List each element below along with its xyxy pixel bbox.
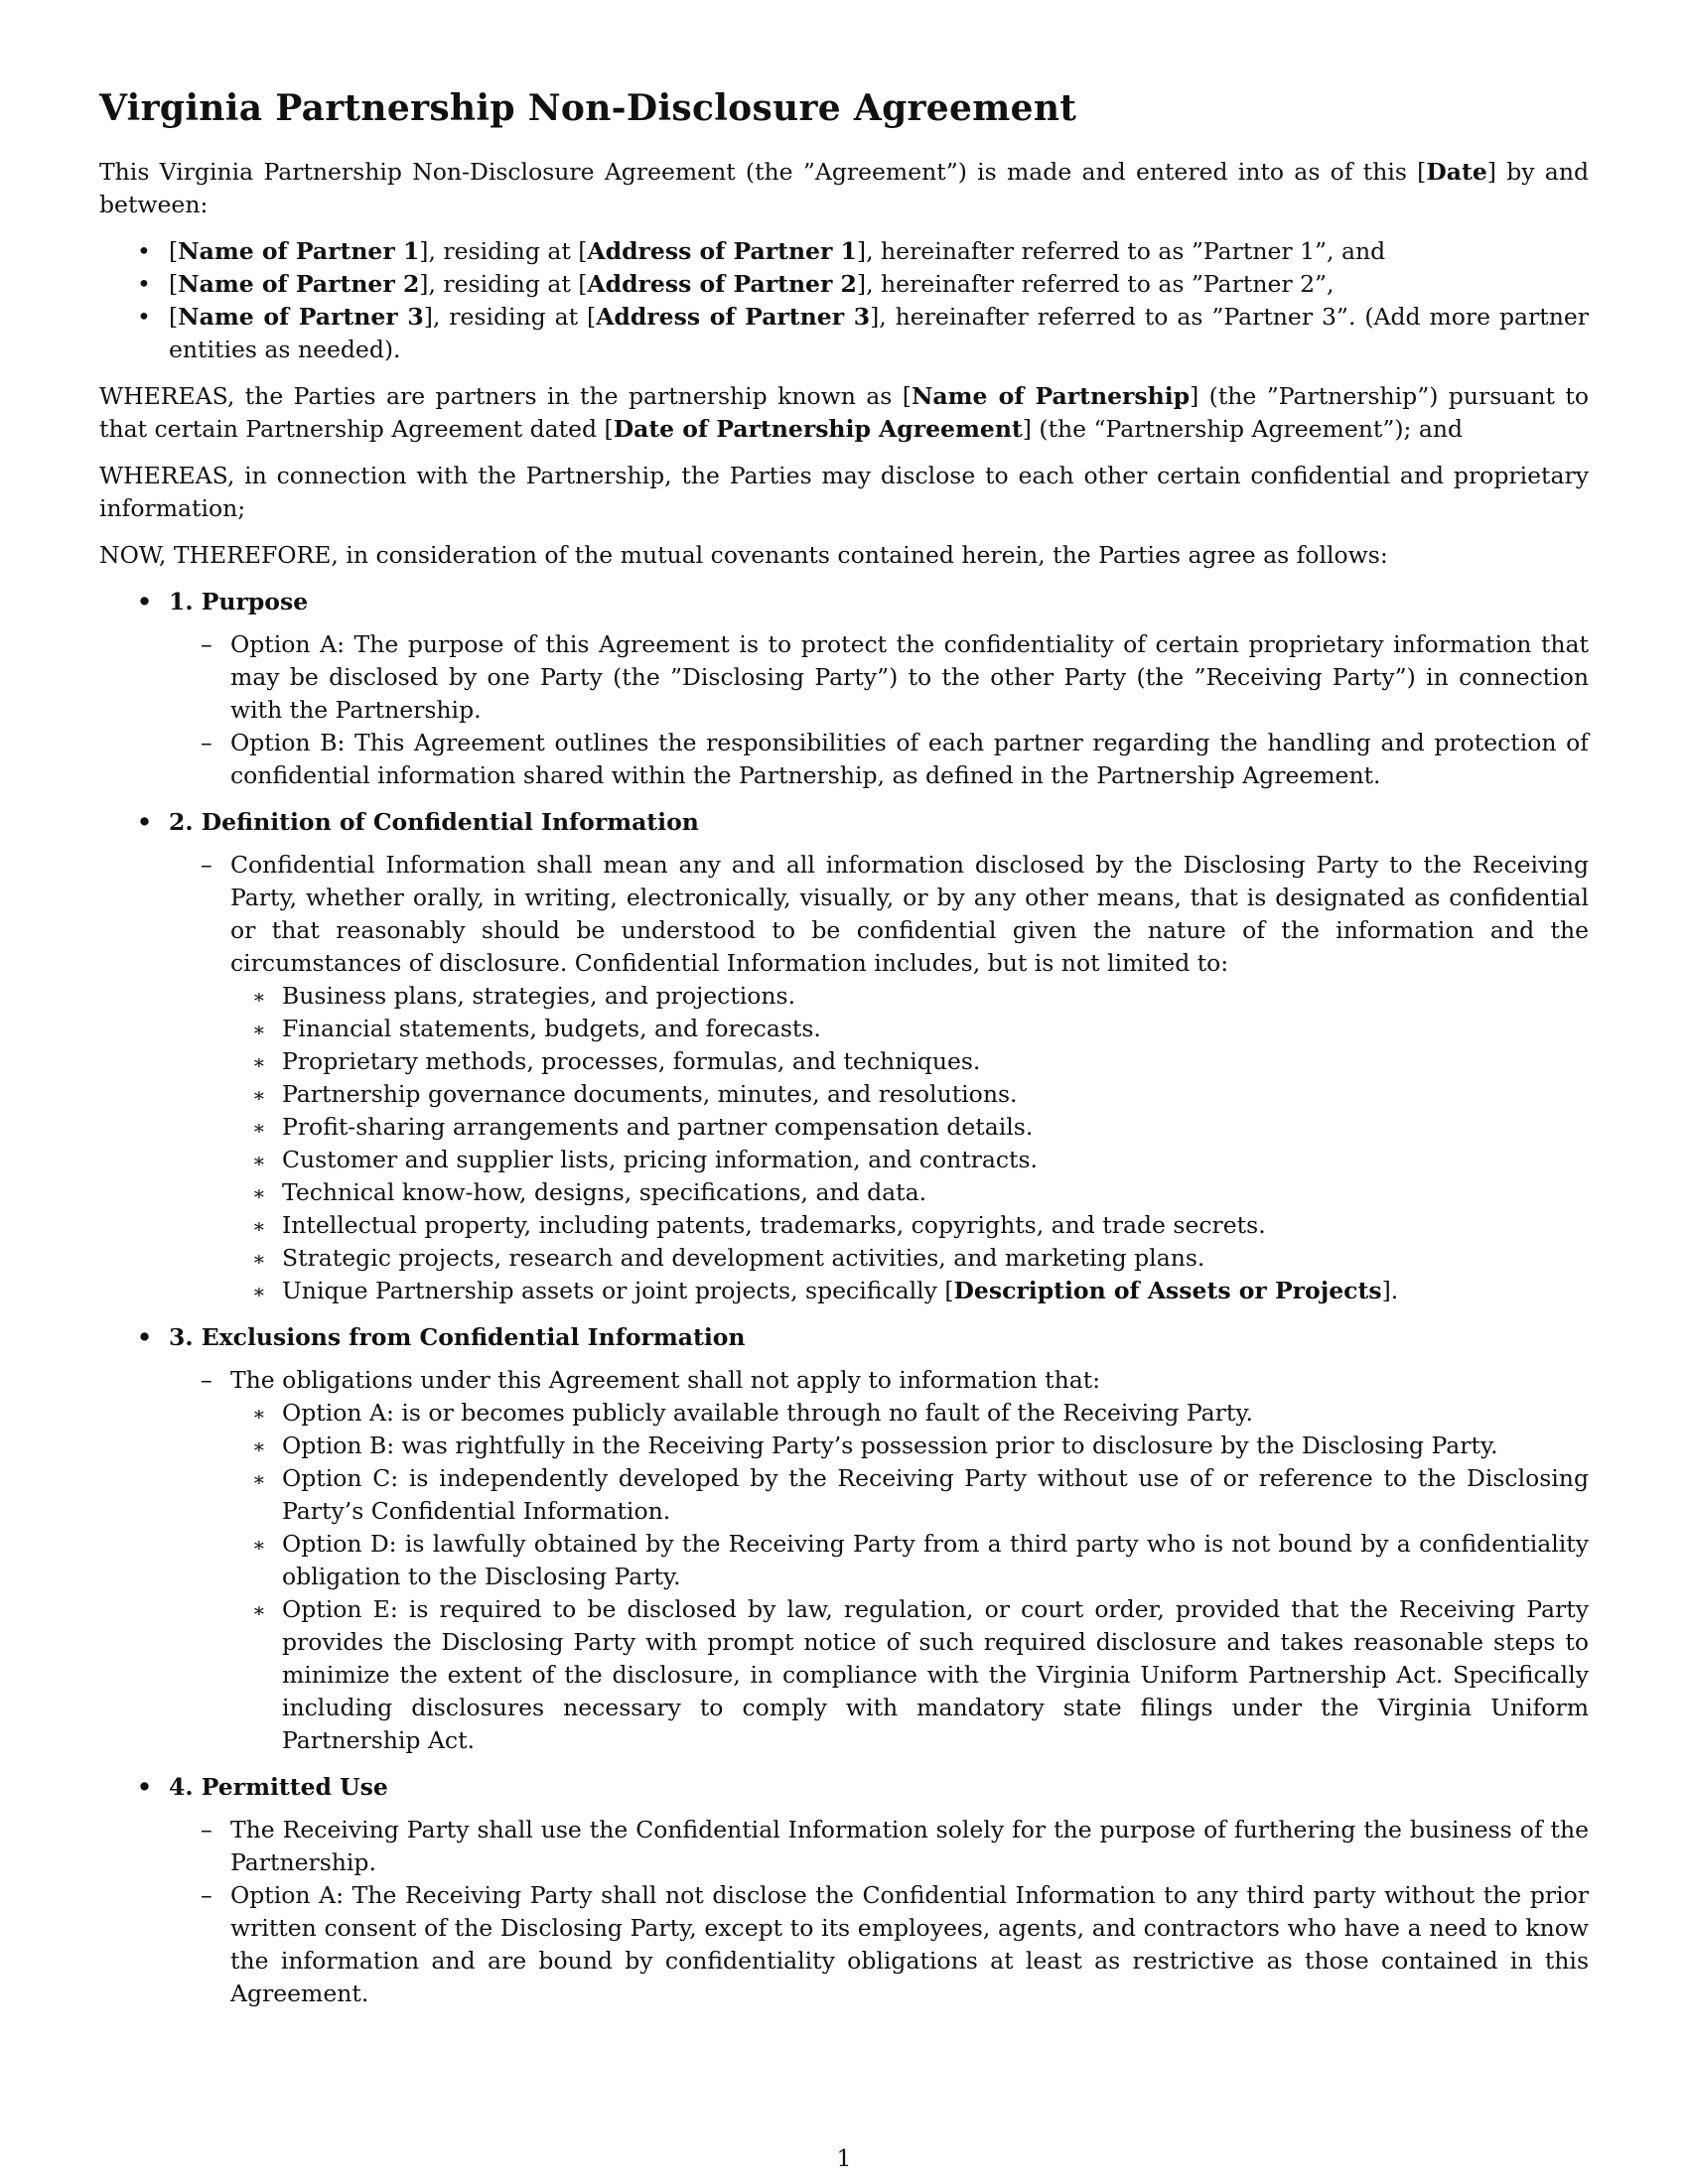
party-text-tail: ], hereinafter referred to as ”Partner 2”, — [856, 270, 1335, 299]
section-title: • 3. Exclusions from Confidential Information — [169, 1321, 1589, 1354]
parties-list — [99, 235, 1589, 366]
page-number: 1 — [836, 2144, 852, 2172]
list-item: ∗ Customer and supplier lists, pricing information, and contracts. — [282, 1144, 1589, 1176]
list-item: ∗ Technical know-how, designs, specifications, and data. — [282, 1176, 1589, 1209]
list-item: ∗ Option D: is lawfully obtained by the Receiving Party from a third party who is not bound by a confidentiality obligation to the Disclosing Party. — [282, 1528, 1589, 1593]
section-item: – Option B: This Agreement outlines the responsibilities of each partner regarding the handling and protection of confidential information shared within the Partnership, as defined in the Partnership Agreement. — [230, 727, 1589, 792]
list-item-text: Unique Partnership assets or joint projects, specifically [ — [282, 1277, 954, 1305]
list-item: ∗ Proprietary methods, processes, formulas, and techniques. — [282, 1045, 1589, 1078]
list-item: ∗ Intellectual property, including patents, trademarks, copyrights, and trade secrets. — [282, 1209, 1589, 1242]
partner-address: Address of Partner 3 — [596, 303, 871, 332]
list-item — [282, 1275, 1589, 1307]
partner-name: Name of Partner 2 — [178, 270, 420, 299]
party-text: ], residing at [ — [423, 303, 597, 332]
section-title: • 1. Purpose — [169, 586, 1589, 618]
section-definition — [99, 806, 1589, 1307]
list-item: ∗ Business plans, strategies, and projections. — [282, 980, 1589, 1013]
party-text-tail: ], hereinafter referred to as ”Partner 3”. (Add more partner entities as needed). — [169, 303, 1590, 364]
document-title: Virginia Partnership Non-Disclosure Agreement — [99, 87, 1077, 129]
intro-paragraph — [99, 156, 1589, 221]
section-item: – Option A: The Receiving Party shall not disclose the Confidential Information to any third party without the prior written consent of the Disclosing Party, except to its employees, agents, and contractors who have a need to know the information and are bound by confidentiality obligations at least as restrictive as those contained in this Agreement. — [230, 1879, 1589, 2010]
exclusions-list — [230, 1397, 1589, 1757]
confidential-info-list — [230, 980, 1589, 1307]
party-text-tail: ], hereinafter referred to as ”Partner 1”, and — [856, 237, 1386, 266]
list-item: ∗ Strategic projects, research and development activities, and marketing plans. — [282, 1242, 1589, 1275]
list-item: ∗ Option B: was rightfully in the Receiving Party’s possession prior to disclosure by the Disclosing Party. — [282, 1430, 1589, 1462]
section-items — [169, 628, 1589, 792]
section-item: – The Receiving Party shall use the Confidential Information solely for the purpose of furthering the business of the Partnership. — [230, 1814, 1589, 1879]
section-lead: Confidential Information shall mean any and all information disclosed by the Disclosing Party to the Receiving Party, whether orally, in writing, electronically, visually, or by any other means, that is designated as confidential or that reasonably should be understood to be confidential given the nature of the information and the circumstances of disclosure. Confidential Information includes, but is not limited to: — [230, 851, 1589, 978]
whereas-paragraph-1 — [99, 380, 1589, 446]
list-item: ∗ Option A: is or becomes publicly available through no fault of the Receiving Party. — [282, 1397, 1589, 1430]
section-permitted-use — [99, 1771, 1589, 2010]
party-item: • [Name of Partner 2], residing at [Address of Partner 2], hereinafter referred to as ”Partner 2”, — [99, 268, 1589, 301]
partner-name: Name of Partner 1 — [178, 237, 420, 266]
whereas-text: WHEREAS, the Parties are partners in the partnership known as [ — [99, 382, 912, 411]
list-item: ∗ Option C: is independently developed by the Receiving Party without use of or reference to the Disclosing Party’s Confidential Information. — [282, 1462, 1589, 1528]
sections-list — [99, 586, 1589, 2010]
partnership-name-placeholder: Name of Partnership — [911, 382, 1191, 411]
section-purpose — [99, 586, 1589, 792]
section-title: • 4. Permitted Use — [169, 1771, 1589, 1804]
intro-text-end: ] by and between: — [99, 158, 1589, 219]
now-therefore-paragraph: NOW, THEREFORE, in consideration of the mutual covenants contained herein, the Parties agree as follows: — [99, 541, 1388, 570]
section-title: • 2. Definition of Confidential Information — [169, 806, 1589, 839]
list-item: ∗ Option E: is required to be disclosed by law, regulation, or court order, provided that the Receiving Party provides the Disclosing Party with prompt notice of such required disclosure and takes reasonable steps to minimize the extent of the disclosure, in compliance with the Virginia Uniform Partnership Act. Specifically including disclosures necessary to comply with mandatory state filings under the Virginia Uniform Partnership Act. — [282, 1593, 1589, 1757]
section-items — [169, 849, 1589, 1307]
agreement-date-placeholder: Date of Partnership Agreement — [613, 415, 1023, 444]
list-item: ∗ Profit-sharing arrangements and partner compensation details. — [282, 1111, 1589, 1144]
whereas-text: ] (the “Partnership Agreement”); and — [1022, 415, 1464, 444]
section-lead: The obligations under this Agreement shall not apply to information that: — [230, 1366, 1101, 1395]
list-item: ∗ Partnership governance documents, minutes, and resolutions. — [282, 1078, 1589, 1111]
section-item: – Option A: The purpose of this Agreement is to protect the confidentiality of certain proprietary information that may be disclosed by one Party (the ”Disclosing Party”) to the other Party (the ”Receiving Party”) in connection with the Partnership. — [230, 628, 1589, 727]
assets-placeholder: Description of Assets or Projects — [953, 1277, 1382, 1305]
partner-address: Address of Partner 2 — [587, 270, 857, 299]
list-item-text-end: ]. — [1381, 1277, 1399, 1305]
date-placeholder: Date — [1426, 158, 1487, 187]
partner-address: Address of Partner 1 — [587, 237, 857, 266]
section-item — [230, 1364, 1589, 1757]
party-text: ], residing at [ — [419, 270, 588, 299]
party-item: • [Name of Partner 1], residing at [Address of Partner 1], hereinafter referred to as ”Partner 1”, and — [99, 235, 1589, 268]
list-item: ∗ Financial statements, budgets, and forecasts. — [282, 1013, 1589, 1045]
intro-text: This Virginia Partnership Non-Disclosure Agreement (the ”Agreement”) is made and entered into as of this [ — [99, 158, 1427, 187]
section-items — [169, 1364, 1589, 1757]
party-text: ], residing at [ — [419, 237, 588, 266]
whereas-paragraph-2: WHEREAS, in connection with the Partnership, the Parties may disclose to each other certain confidential and proprietary information; — [99, 462, 1589, 523]
section-item — [230, 849, 1589, 1307]
section-exclusions — [99, 1321, 1589, 1757]
whereas-text: ] (the ”Partnership”) pursuant to that certain Partnership Agreement dated [ — [99, 382, 1589, 444]
section-items — [169, 1814, 1589, 2010]
party-item: • [Name of Partner 3], residing at [Address of Partner 3], hereinafter referred to as ”Partner 3”. (Add more partner entities as needed). — [99, 301, 1589, 366]
partner-name: Name of Partner 3 — [178, 303, 424, 332]
